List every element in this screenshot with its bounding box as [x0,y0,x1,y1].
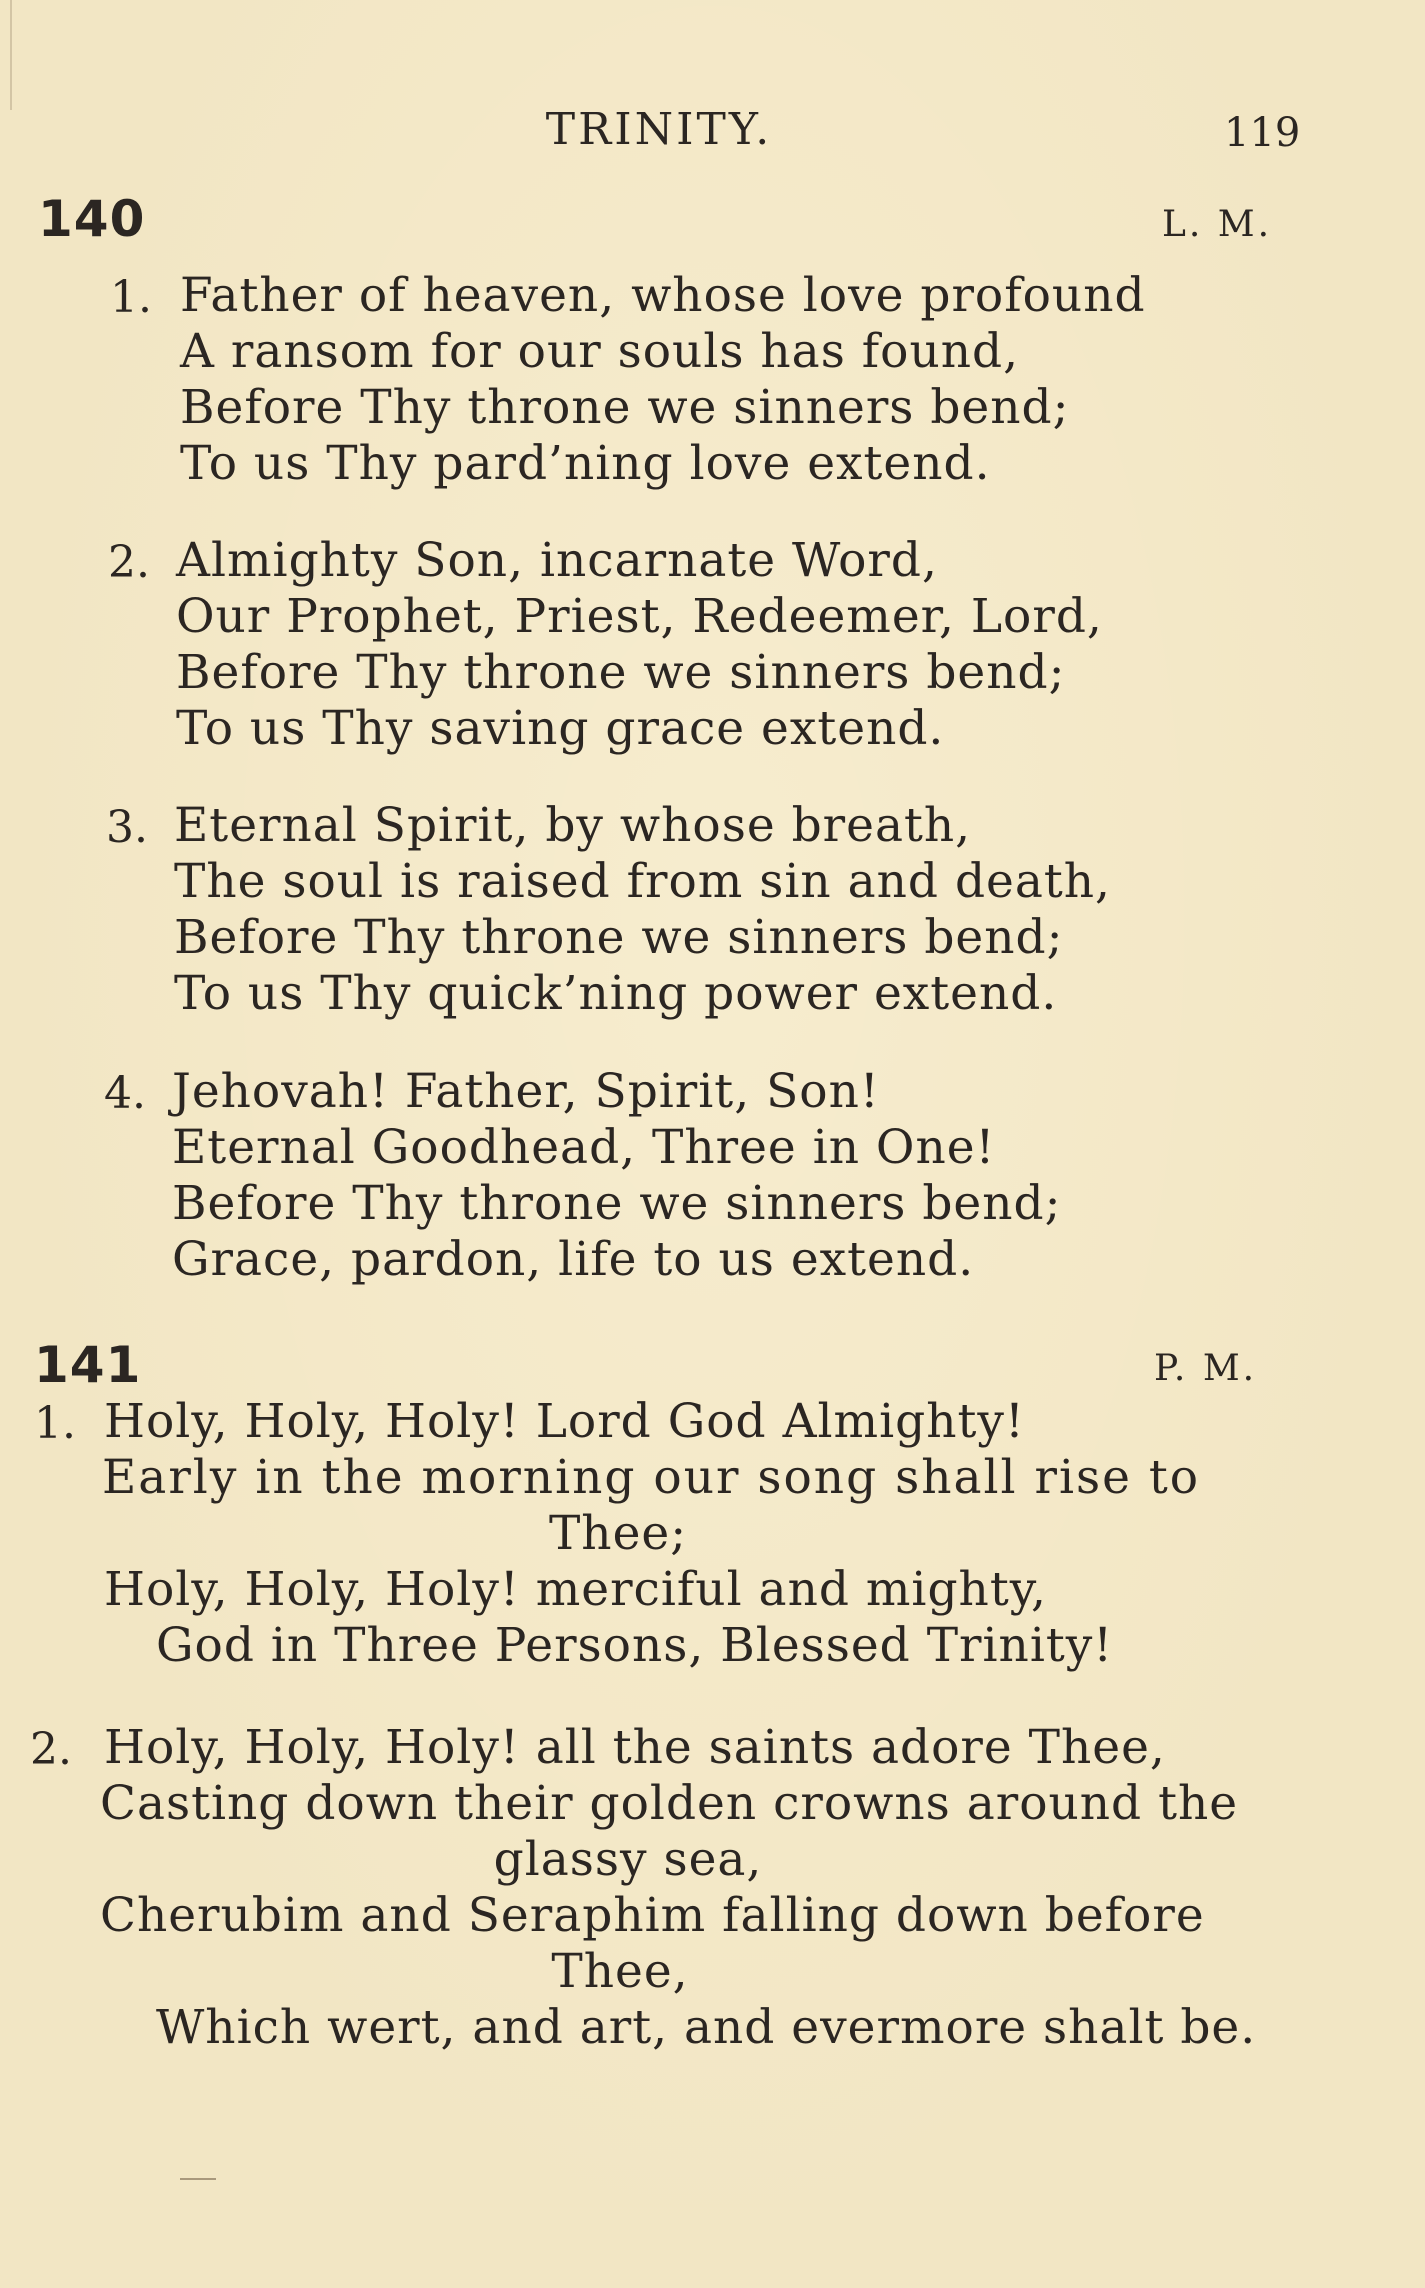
hymn-140-verse-1-line-3: Before Thy throne we sinners bend; [180,380,1070,435]
hymn-140-verse-3-number: 3. [106,802,148,853]
hymn-141-verse-2-line-3: glassy sea, [493,1832,763,1887]
hymn-140-verse-3-line-1: Eternal Spirit, by whose breath, [174,798,972,853]
page-bottom-rule [180,2178,216,2180]
hymn-140-verse-2-number: 2. [108,537,150,588]
hymn-141-verse-1-line-2: Early in the morning our song shall rise to [102,1450,1201,1505]
hymn-140-verse-4-line-4: Grace, pardon, life to us extend. [172,1232,975,1287]
page-number: 119 [1224,110,1301,156]
hymn-140-verse-4-line-1: Jehovah! Father, Spirit, Son! [172,1064,880,1119]
hymn-141-meter: P. M. [1154,1348,1258,1389]
hymn-140-verse-1-line-2: A ransom for our souls has found, [180,324,1020,379]
hymn-141-verse-1-number: 1. [34,1398,76,1449]
hymn-141-verse-1-line-3: Thee; [548,1506,688,1561]
hymn-141-verse-1-line-4: Holy, Holy, Holy! merciful and mighty, [104,1562,1047,1617]
hymn-140-verse-1-line-4: To us Thy pard’ning love extend. [180,436,991,491]
hymn-141-verse-2-line-5: Thee, [551,1944,689,1999]
hymn-140-verse-1-number: 1. [110,272,152,323]
hymn-140-verse-2-line-1: Almighty Son, incarnate Word, [176,533,938,588]
hymn-141-verse-2-line-6: Which wert, and art, and evermore shalt be. [156,2000,1257,2055]
hymn-141-verse-2-line-1: Holy, Holy, Holy! all the saints adore Thee, [104,1720,1166,1775]
hymn-140-verse-2-line-3: Before Thy throne we sinners bend; [176,645,1066,700]
hymn-141-verse-1-line-1: Holy, Holy, Holy! Lord God Almighty! [104,1394,1025,1449]
page-edge-mark [10,0,12,110]
hymn-141-verse-2-line-2: Casting down their golden crowns around the [100,1776,1239,1831]
hymn-141-verse-1-line-5: God in Three Persons, Blessed Trinity! [156,1618,1114,1673]
hymn-141-verse-2-number: 2. [30,1724,72,1775]
hymn-140-verse-4-line-3: Before Thy throne we sinners bend; [172,1176,1062,1231]
hymn-140-verse-3-line-4: To us Thy quick’ning power extend. [174,966,1058,1021]
hymn-140-verse-2-line-2: Our Prophet, Priest, Redeemer, Lord, [176,589,1103,644]
hymn-141-number: 141 [34,1336,142,1394]
hymn-140-meter: L. M. [1162,204,1273,245]
hymn-140-verse-4-line-2: Eternal Goodhead, Three in One! [172,1120,996,1175]
hymn-141-verse-2-line-4: Cherubim and Seraphim falling down before [100,1888,1205,1943]
hymn-140-verse-1-line-1: Father of heaven, whose love profound [180,268,1146,323]
running-head: TRINITY. [545,104,773,155]
hymn-140-number: 140 [38,190,146,248]
hymn-140-verse-4-number: 4. [104,1068,146,1119]
hymn-140-verse-3-line-3: Before Thy throne we sinners bend; [174,910,1064,965]
hymn-140-verse-2-line-4: To us Thy saving grace extend. [176,701,945,756]
hymn-140-verse-3-line-2: The soul is raised from sin and death, [174,854,1111,909]
